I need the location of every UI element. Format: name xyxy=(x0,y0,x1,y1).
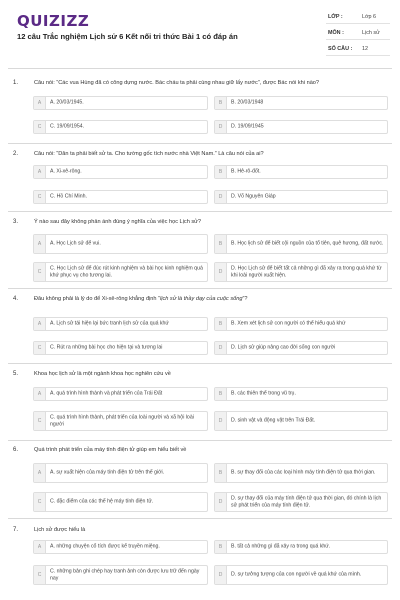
meta-class-label: LỚP : xyxy=(328,14,343,20)
meta-count xyxy=(326,44,390,56)
option-text: D. sinh vật và động vật trên Trái Đất. xyxy=(231,417,316,424)
option-text: D. Học Lịch sử để biết tất cả những gì đã xảy ra trong quá khứ từ khi loài người xuất hiện. xyxy=(231,265,382,278)
option-d[interactable] xyxy=(214,565,388,585)
option-c[interactable] xyxy=(33,190,208,204)
question-divider xyxy=(8,440,392,441)
page-header xyxy=(0,0,400,64)
option-text: A. những chuyện cổ tích được kể truyền miệng. xyxy=(50,543,160,550)
option-letter: A xyxy=(34,541,46,553)
option-text: A. Lịch sử tái hiện lại bức tranh lịch sử của quá khứ xyxy=(50,320,169,327)
option-b[interactable] xyxy=(214,540,388,554)
option-text: C. đặc điểm của các thế hệ máy tính điện tử. xyxy=(50,498,154,505)
option-letter: D xyxy=(215,191,227,203)
quizizz-logo[interactable]: QUIZIZZ xyxy=(17,12,90,30)
option-text: C. 19/09/1954. xyxy=(50,123,85,130)
option-text: D. 19/09/1945 xyxy=(231,123,264,130)
question-number: 5. xyxy=(13,371,19,377)
option-d[interactable] xyxy=(214,190,388,204)
option-text: D. Lịch sử giúp nâng cao đời sống con người xyxy=(231,344,336,351)
question-number: 3. xyxy=(13,219,19,225)
option-letter: B xyxy=(215,541,227,553)
question-number: 7. xyxy=(13,527,19,533)
option-letter: A xyxy=(34,464,46,482)
option-c[interactable] xyxy=(33,262,208,282)
option-text: A. quá trình hình thành và phát triển của Trái Đất xyxy=(50,390,163,397)
option-letter: B xyxy=(215,97,227,109)
question-text: Đâu không phải là lý do để Xi-xê-rông khẳng định “lịch sử là thầy dạy của cuộc sống”? xyxy=(34,296,248,302)
question-divider xyxy=(8,288,392,289)
option-b[interactable] xyxy=(214,387,388,401)
option-letter: C xyxy=(34,263,46,281)
option-b[interactable] xyxy=(214,165,388,179)
option-a[interactable] xyxy=(33,96,208,110)
option-letter: B xyxy=(215,166,227,178)
question-number: 1. xyxy=(13,80,19,86)
option-d[interactable] xyxy=(214,341,388,355)
option-letter: B xyxy=(215,318,227,330)
question-text: Câu nói: “Các vua Hùng đã có công dựng nước. Bác cháu ta phải cùng nhau giữ lấy nước”, được Bác nói khi nào? xyxy=(34,80,320,86)
option-d[interactable] xyxy=(214,120,388,134)
option-c[interactable] xyxy=(33,411,208,431)
option-a[interactable] xyxy=(33,387,208,401)
question-divider xyxy=(8,143,392,144)
option-c[interactable] xyxy=(33,341,208,355)
option-letter: C xyxy=(34,121,46,133)
option-text: B. tất cả những gì đã xảy ra trong quá khứ. xyxy=(231,543,331,550)
question-divider xyxy=(8,363,392,364)
option-text: C. Học Lịch sử để đúc rút kinh nghiệm và bài học kinh nghiệm quá khứ phục vụ cho tương lai. xyxy=(50,265,203,278)
option-letter: A xyxy=(34,166,46,178)
question-number: 6. xyxy=(13,447,19,453)
option-d[interactable] xyxy=(214,411,388,431)
option-text: A. Học Lịch sử để vui. xyxy=(50,240,101,247)
meta-subject-label: MÔN : xyxy=(328,30,344,36)
question-number: 2. xyxy=(13,151,19,157)
option-text: B. Hê-rô-đốt. xyxy=(231,168,261,175)
option-text: B. sự thay đổi của các loại hình máy tính điện tử qua thời gian. xyxy=(231,469,376,476)
option-text: D. Võ Nguyên Giáp xyxy=(231,193,276,200)
option-text: A. sự xuất hiện của máy tính điện tử trên thế giới. xyxy=(50,469,165,476)
option-letter: B xyxy=(215,388,227,400)
page-title: 12 câu Trắc nghiệm Lịch sử 6 Kết nối tri thức Bài 1 có đáp án xyxy=(17,32,238,41)
option-b[interactable] xyxy=(214,234,388,254)
meta-count-value: 12 xyxy=(362,46,368,52)
meta-class-value: Lớp 6 xyxy=(362,14,377,20)
option-text: C. Rút ra những bài học cho hiện tại và tương lai xyxy=(50,344,163,351)
option-letter: D xyxy=(215,121,227,133)
question-text: Câu nói: “Dân ta phải biết sử ta. Cho tường gốc tích nước nhà Việt Nam.” Là câu nói của ai? xyxy=(34,151,264,157)
question-text: Lịch sử được hiểu là xyxy=(34,527,86,533)
header-divider xyxy=(8,68,392,69)
option-text: B. Xem xét lịch sử con người có thể hiểu quá khứ xyxy=(231,320,346,327)
option-letter: C xyxy=(34,493,46,511)
option-d[interactable] xyxy=(214,262,388,282)
question-text: Quá trình phát triển của máy tính điện tử giúp em hiểu biết về xyxy=(34,447,187,453)
option-letter: D xyxy=(215,342,227,354)
option-text: B. các thiên thể trong vũ trụ. xyxy=(231,390,296,397)
option-a[interactable] xyxy=(33,317,208,331)
option-b[interactable] xyxy=(214,96,388,110)
question-divider xyxy=(8,518,392,519)
option-a[interactable] xyxy=(33,540,208,554)
option-text: C. quá trình hình thành, phát triển của loài người và xã hội loài người xyxy=(50,414,194,427)
option-text: C. Hồ Chí Minh. xyxy=(50,193,87,200)
option-letter: A xyxy=(34,97,46,109)
meta-subject-value: Lịch sử xyxy=(362,30,380,36)
option-c[interactable] xyxy=(33,492,208,512)
option-letter: D xyxy=(215,493,227,511)
option-text: D. sự tưởng tượng của con người về quá khứ của mình. xyxy=(231,571,362,578)
option-b[interactable] xyxy=(214,463,388,483)
option-letter: C xyxy=(34,342,46,354)
meta-subject xyxy=(326,28,390,40)
option-letter: D xyxy=(215,412,227,430)
option-letter: B xyxy=(215,464,227,482)
option-text: B. Học lịch sử để biết cội nguồn của tổ tiên, quê hương, đất nước. xyxy=(231,240,384,247)
option-text: A. Xi-xê-rông. xyxy=(50,168,82,175)
option-text: A. 20/03/1945. xyxy=(50,99,84,106)
option-letter: A xyxy=(34,235,46,253)
option-letter: A xyxy=(34,388,46,400)
option-a[interactable] xyxy=(33,165,208,179)
option-a[interactable] xyxy=(33,463,208,483)
option-letter: C xyxy=(34,191,46,203)
option-text: B. 20/03/1948 xyxy=(231,99,264,106)
option-c[interactable] xyxy=(33,565,208,585)
option-text: C. những bản ghi chép hay tranh ảnh còn được lưu trữ đến ngày nay xyxy=(50,568,200,581)
question-text: Khoa học lịch sử là một ngành khoa học nghiên cứu về xyxy=(34,371,171,377)
option-d[interactable] xyxy=(214,492,388,512)
meta-class xyxy=(326,12,390,24)
question-text: Ý nào sau đây không phản ánh đúng ý nghĩa của việc học Lịch sử? xyxy=(34,219,202,225)
option-letter: D xyxy=(215,566,227,584)
question-number: 4. xyxy=(13,296,19,302)
question-divider xyxy=(8,211,392,212)
option-text: D. sự thay đổi của máy tính điện tử qua thời gian, đó chính là lịch sử phát triển của máy tính điện tử. xyxy=(231,495,382,508)
option-letter: B xyxy=(215,235,227,253)
option-letter: C xyxy=(34,412,46,430)
option-b[interactable] xyxy=(214,317,388,331)
option-a[interactable] xyxy=(33,234,208,254)
option-letter: A xyxy=(34,318,46,330)
option-letter: D xyxy=(215,263,227,281)
option-letter: C xyxy=(34,566,46,584)
option-c[interactable] xyxy=(33,120,208,134)
meta-count-label: SỐ CÂU : xyxy=(328,46,353,52)
